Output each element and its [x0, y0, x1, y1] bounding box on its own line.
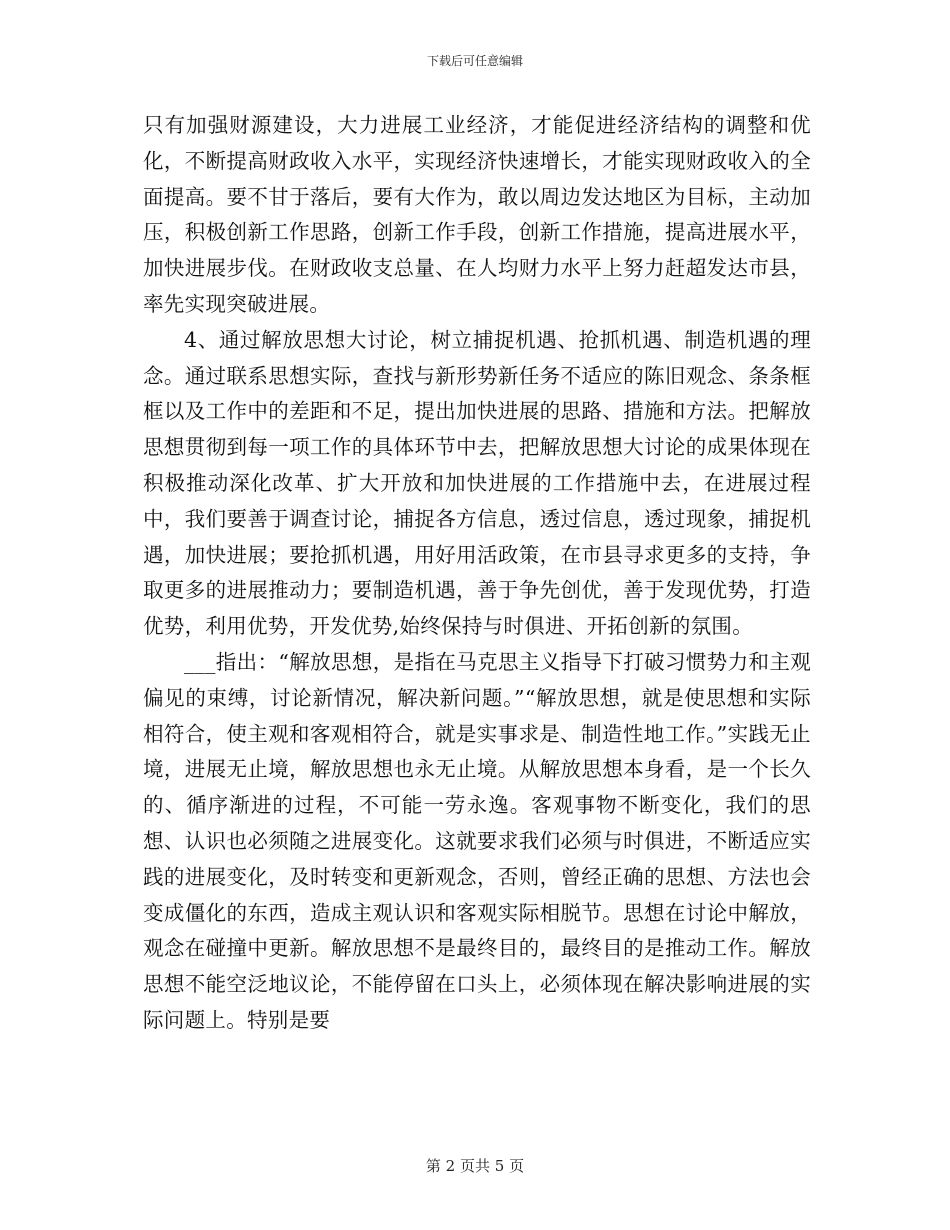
paragraph-quote: ___指出：“解放思想，是指在马克思主义指导下打破习惯势力和主观偏见的束缚，讨论新情况，解决新问题。”“解放思想，就是使思想和实际相符合，使主观和客观相符合，就是实事求是、制造性地工作。”实践无止境，进展无止境，解放思想也永无止境。从解放思想本身看，是一个长久的、循序渐进的过程，不可能一劳永逸。客观事物不断变化，我们的思想、认识也必须随之进展变化。这就要求我们必须与时俱进，不断适应实践的进展变化，及时转变和更新观念，否则，曾经正确的思想、方法也会变成僵化的东西，造成主观认识和客观实际相脱节。思想在讨论中解放，观念在碰撞中更新。解放思想不是最终目的，最终目的是推动工作。解放思想不能空泛地议论，不能停留在口头上，必须体现在解决影响进展的实际问题上。特别是要 [143, 649, 811, 1032]
paragraph-continued: 只有加强财源建设，大力进展工业经济，才能促进经济结构的调整和优化，不断提高财政收入水平，实现经济快速增长，才能实现财政收入的全面提高。要不甘于落后，要有大作为，敢以周边发达地区为目标，主动加压，积极创新工作思路，创新工作手段，创新工作措施，提高进展水平，加快进展步伐。在财政收支总量、在人均财力水平上努力赶超发达市县，率先实现突破进展。 [143, 113, 811, 316]
document-body [143, 108, 811, 1039]
page-header-note: 下载后可任意编辑 [426, 54, 523, 68]
page-number-footer: 第 2 页共 5 页 [425, 1157, 525, 1175]
paragraph-item-4: 4、通过解放思想大讨论，树立捕捉机遇、抢抓机遇、制造机遇的理念。通过联系思想实际，查找与新形势新任务不适应的陈旧观念、条条框框以及工作中的差距和不足，提出加快进展的思路、措施和方法。把解放思想贯彻到每一项工作的具体环节中去，把解放思想大讨论的成果体现在积极推动深化改革、扩大开放和加快进展的工作措施中去，在进展过程中，我们要善于调查讨论，捕捉各方信息，透过信息，透过现象，捕捉机遇，加快进展；要抢抓机遇，用好用活政策，在市县寻求更多的支持，争取更多的进展推动力；要制造机遇，善于争先创优，善于发现优势，打造优势，利用优势，开发优势,始终保持与时俱进、开拓创新的氛围。 [143, 327, 811, 639]
